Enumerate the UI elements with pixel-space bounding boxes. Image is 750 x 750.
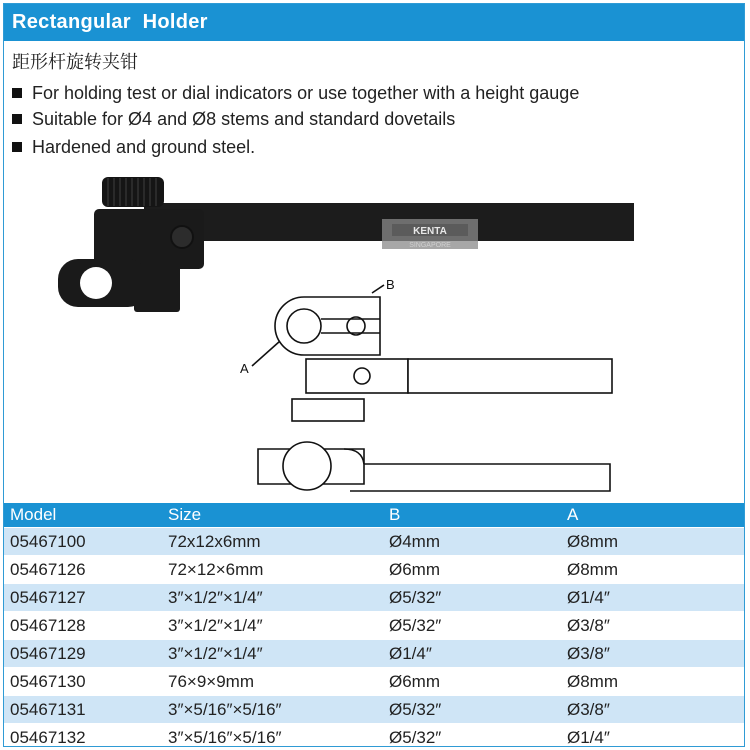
cell-b: Ø1/4″ <box>383 640 561 668</box>
cell-b: Ø5/32″ <box>383 584 561 612</box>
cell-b: Ø5/32″ <box>383 724 561 748</box>
table-row <box>4 584 744 612</box>
cell-b: Ø4mm <box>383 528 561 556</box>
cell-model: 05467130 <box>4 668 162 696</box>
cell-model: 05467128 <box>4 612 162 640</box>
cell-size: 3″×1/2″×1/4″ <box>162 612 383 640</box>
feature-item <box>12 106 579 132</box>
table-row <box>4 724 744 748</box>
label-b: B <box>386 277 395 292</box>
cell-size: 3″×5/16″×5/16″ <box>162 724 383 748</box>
header-bar <box>4 4 744 41</box>
cell-model: 05467126 <box>4 556 162 584</box>
table-row <box>4 696 744 724</box>
cell-size: 3″×1/2″×1/4″ <box>162 640 383 668</box>
cell-model: 05467129 <box>4 640 162 668</box>
product-sheet <box>3 3 745 747</box>
brand-logo-text: KENTA <box>413 226 447 237</box>
cell-a: Ø1/4″ <box>561 584 744 612</box>
table-header-row <box>4 503 744 528</box>
feature-item <box>12 134 579 160</box>
cell-model: 05467100 <box>4 528 162 556</box>
cell-size: 72×12×6mm <box>162 556 383 584</box>
cell-size: 3″×1/2″×1/4″ <box>162 584 383 612</box>
cell-model: 05467127 <box>4 584 162 612</box>
cell-a: Ø3/8″ <box>561 640 744 668</box>
cell-b: Ø5/32″ <box>383 612 561 640</box>
table-row <box>4 528 744 556</box>
spec-table <box>4 503 744 747</box>
page-title: Rectangular Holder <box>12 11 208 33</box>
table-row <box>4 556 744 584</box>
cell-a: Ø3/8″ <box>561 612 744 640</box>
feature-text: Hardened and ground steel. <box>32 136 256 157</box>
bullet-square-icon <box>12 114 22 124</box>
cell-size: 76×9×9mm <box>162 668 383 696</box>
cell-a: Ø8mm <box>561 556 744 584</box>
cell-a: Ø1/4″ <box>561 724 744 748</box>
cell-size: 72x12x6mm <box>162 528 383 556</box>
feature-list <box>12 80 579 160</box>
table-row <box>4 668 744 696</box>
column-header-a: A <box>561 503 744 528</box>
spec-table-wrapper <box>4 503 744 747</box>
cell-model: 05467131 <box>4 696 162 724</box>
chinese-subtitle: 距形杆旋转夹钳 <box>12 52 138 72</box>
cell-a: Ø8mm <box>561 668 744 696</box>
bullet-square-icon <box>12 142 22 152</box>
brand-logo-subtext: SINGAPORE <box>409 242 451 249</box>
cell-b: Ø6mm <box>383 668 561 696</box>
cell-a: Ø3/8″ <box>561 696 744 724</box>
cell-a: Ø8mm <box>561 528 744 556</box>
column-header-b: B <box>383 503 561 528</box>
cell-model: 05467132 <box>4 724 162 748</box>
feature-text: For holding test or dial indicators or use together with a height gauge <box>32 82 580 103</box>
column-header-model: Model <box>4 503 162 528</box>
product-photo <box>58 177 634 312</box>
table-row <box>4 612 744 640</box>
cell-b: Ø5/32″ <box>383 696 561 724</box>
cell-size: 3″×5/16″×5/16″ <box>162 696 383 724</box>
feature-item <box>12 80 579 106</box>
column-header-size: Size <box>162 503 383 528</box>
label-a: A <box>240 361 249 376</box>
table-row <box>4 640 744 668</box>
feature-text: Suitable for Ø4 and Ø8 stems and standard dovetails <box>32 108 456 129</box>
bullet-square-icon <box>12 88 22 98</box>
cell-b: Ø6mm <box>383 556 561 584</box>
technical-drawing <box>252 285 612 491</box>
product-illustration <box>44 169 634 499</box>
